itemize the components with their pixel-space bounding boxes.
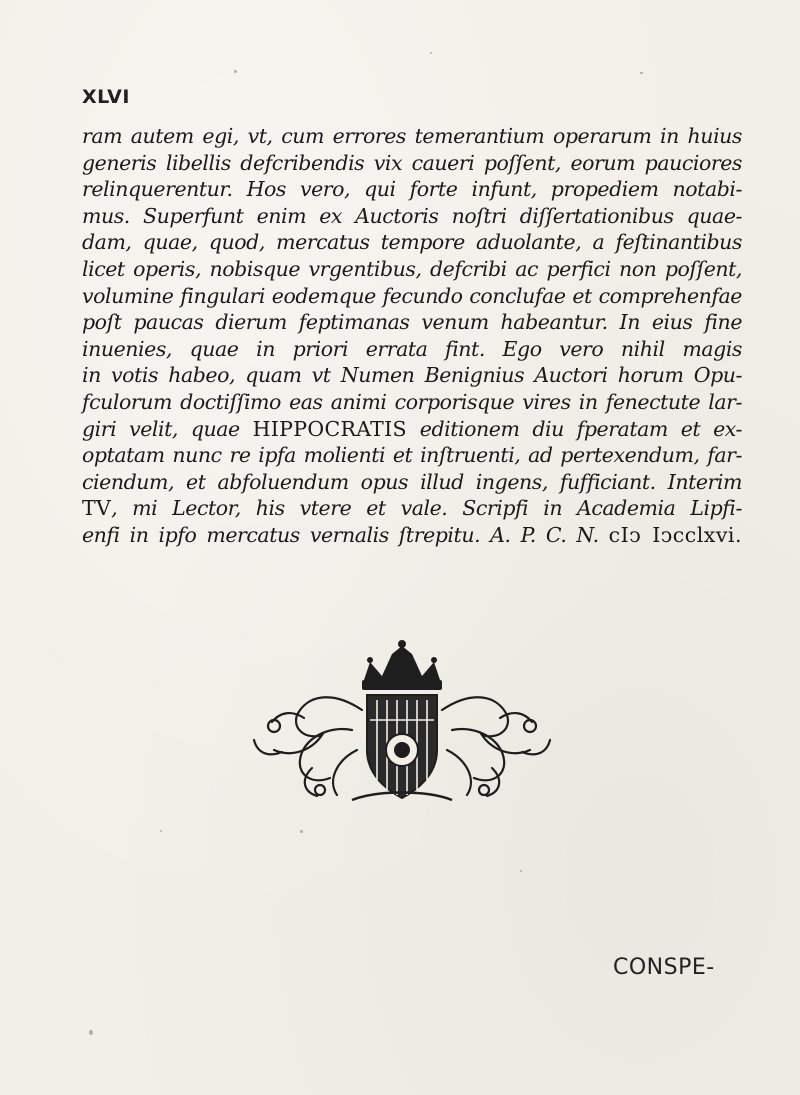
text-line: ram autem egi, vt, cum errores temerantium operarum in huius: [82, 124, 742, 148]
author-name-hippocrates: HIPPOCRATIS: [252, 416, 407, 441]
printers-ornament-crowned-arms-icon: [212, 640, 592, 810]
paper-speck: [640, 72, 643, 74]
text-line: volumine fingulari eodemque fecundo conclufae et comprehenfae: [82, 283, 742, 308]
text-line: TV, mi Lector, his vtere et vale. Scripfi in Academia Lipfi-: [82, 496, 742, 521]
paper-speck: [89, 1030, 93, 1035]
page-number: XLVI: [82, 86, 130, 108]
text-line: giri velit, quae HIPPOCRATIS editionem diu fperatam et ex-: [82, 416, 742, 441]
text-line: in votis habeo, quam vt Numen Benignius Auctori horum Opu-: [82, 363, 742, 388]
text-line: relinquerentur. Hos vero, qui forte infunt, propediem notabi-: [82, 177, 742, 202]
paper-speck: [160, 830, 162, 832]
text-line: enfi in ipfo mercatus vernalis ſtrepitu. A. P. C. N. cIↄ Iↄcclxvi.: [82, 522, 743, 547]
paper-speck: [234, 70, 237, 73]
text-line: generis libellis defcribendis vix caueri poſſent, eorum pauciores: [82, 150, 742, 175]
paper-speck: [300, 830, 303, 833]
paper-speck: [520, 870, 522, 872]
text-line: mus. Superfunt enim ex Auctoris noſtri diſſertationibus quae-: [82, 203, 742, 228]
address-tv: TV: [82, 496, 112, 521]
catchword: CONSPE-: [613, 955, 715, 980]
text-line: dam, quae, quod, mercatus tempore aduolante, a feſtinantibus: [82, 230, 742, 255]
text-line: ciendum, et abfoluendum opus illud ingens, fufficiant. Interim: [82, 469, 742, 494]
body-text: [82, 123, 742, 549]
text-line: optatam nunc re ipfa molienti et inſtruenti, ad pertexendum, far-: [82, 443, 742, 468]
paper-speck: [430, 52, 432, 54]
text-line: licet operis, nobisque vrgentibus, defcribi ac perfici non poſſent,: [82, 256, 742, 281]
text-line: poſt paucas dierum feptimanas venum habeantur. In eius fine: [82, 310, 742, 335]
text-line: fculorum doctiſſimo eas animi corporisque vires in fenectute lar-: [82, 389, 742, 414]
date-roman-numeral: cIↄ Iↄcclxvi.: [608, 522, 743, 547]
text-line: inuenies, quae in priori errata fint. Ego vero nihil magis: [82, 336, 742, 361]
